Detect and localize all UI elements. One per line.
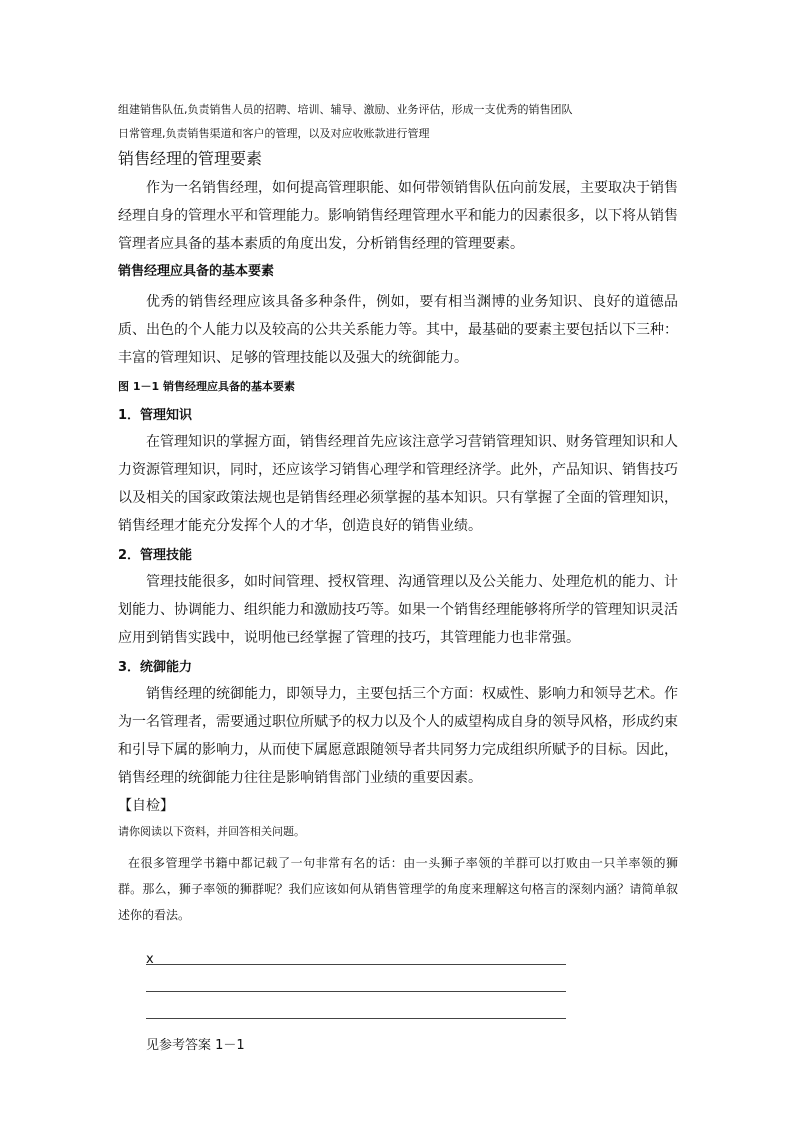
selfcheck-label: 【自检】 — [118, 798, 174, 814]
figure-caption: 图 1－1 销售经理应具备的基本要素 — [118, 380, 295, 393]
answer-line-3[interactable] — [146, 992, 566, 1019]
section-intro: 作为一名销售经理，如何提高管理职能、如何带领销售队伍向前发展，主要取决于销售经理自身的管理水平和管理能力。影响销售经理管理水平和能力的因素很多，以下将从销售管理者应具备的基本素质的角度出发，分析销售经理的管理要素。 — [118, 180, 678, 252]
item-heading-2: 2．管理技能 — [118, 548, 193, 563]
answer-mark: x — [146, 952, 154, 967]
basics-title: 销售经理应具备的基本要素 — [118, 264, 275, 279]
text-line-1: 组建销售队伍,负责销售人员的招聘、培训、辅导、激励、业务评估，形成一支优秀的销售团队 — [118, 103, 573, 116]
section-title: 销售经理的管理要素 — [118, 149, 263, 168]
basics-body: 优秀的销售经理应该具备多种条件，例如，要有相当渊博的业务知识、良好的道德品质、出色的个人能力以及较高的公共关系能力等。其中，最基础的要素主要包括以下三种：丰富的管理知识、足够的管理技能以及强大的统御能力。 — [118, 294, 678, 366]
selfcheck-instruction: 请你阅读以下资料，并回答相关问题。 — [118, 825, 305, 838]
item-body-3: 销售经理的统御能力，即领导力，主要包括三个方面：权威性、影响力和领导艺术。作为一名管理者，需要通过职位所赋予的权力以及个人的威望构成自身的领导风格，形成约束和引导下属的影响力，从而使下属愿意跟随领导者共同努力完成组织所赋予的目标。因此，销售经理的统御能力往往是影响销售部门业绩的重要因素。 — [118, 686, 678, 786]
item-heading-3: 3．统御能力 — [118, 660, 193, 675]
reference-answer: 见参考答案 1－1 — [146, 1038, 245, 1053]
text-line-2: 日常管理,负责销售渠道和客户的管理，以及对应收账款进行管理 — [118, 127, 430, 140]
answer-line-2[interactable] — [146, 965, 566, 992]
answer-line-1[interactable] — [146, 938, 566, 965]
selfcheck-question: 在很多管理学书籍中都记载了一句非常有名的话：由一头狮子率领的羊群可以打败由一只羊率领的狮群。那么，狮子率领的狮群呢？我们应该如何从销售管理学的角度来理解这句格言的深刻内涵？请简单叙述你的看法。 — [118, 856, 678, 922]
item-body-2: 管理技能很多，如时间管理、授权管理、沟通管理以及公关能力、处理危机的能力、计划能力、协调能力、组织能力和激励技巧等。如果一个销售经理能够将所学的管理知识灵活应用到销售实践中，说明他已经掌握了管理的技巧，其管理能力也非常强。 — [118, 574, 678, 646]
item-heading-1: 1．管理知识 — [118, 408, 193, 423]
document-content — [118, 100, 678, 1059]
answer-lines[interactable] — [146, 938, 566, 1019]
item-body-1: 在管理知识的掌握方面，销售经理首先应该注意学习营销管理知识、财务管理知识和人力资源管理知识，同时，还应该学习销售心理学和管理经济学。此外，产品知识、销售技巧以及相关的国家政策法规也是销售经理必须掌握的基本知识。只有掌握了全面的管理知识，销售经理才能充分发挥个人的才华，创造良好的销售业绩。 — [118, 434, 678, 534]
